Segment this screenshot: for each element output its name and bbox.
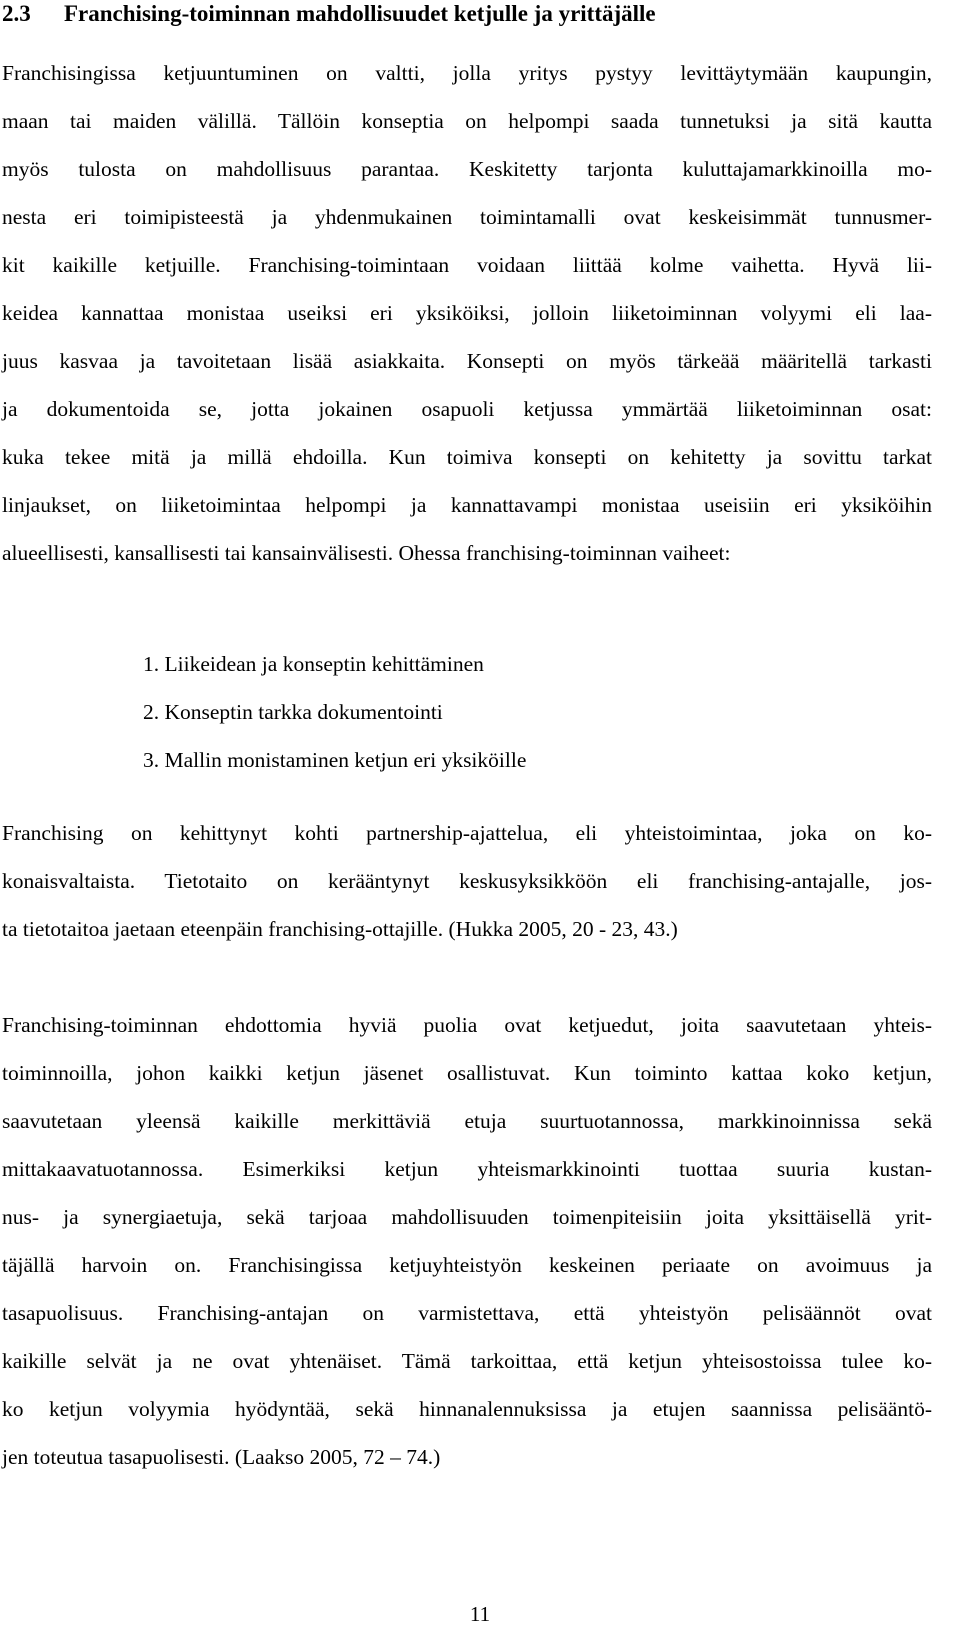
text-line: saavutetaan yleensä kaikille merkittäviä etuja suurtuotannossa, markkinoinnissa sekä <box>2 1109 932 1133</box>
text-line: linjaukset, on liiketoimintaa helpompi ja kannattavampi monistaa useisiin eri yksiköihin <box>2 493 932 517</box>
section-number: 2.3 <box>2 1 31 26</box>
text-line: Franchising-toiminnan ehdottomia hyviä puolia ovat ketjuedut, joita saavutetaan yhteis- <box>2 1013 932 1037</box>
text-line: ta tietotaitoa jaetaan eteenpäin franchising-ottajille. (Hukka 2005, 20 - 23, 43.) <box>2 917 678 941</box>
text-line: ja dokumentoida se, jotta jokainen osapuoli ketjussa ymmärtää liiketoiminnan osat: <box>2 397 932 421</box>
text-line: nesta eri toimipisteestä ja yhdenmukainen toimintamalli ovat keskeisimmät tunnusmer- <box>2 205 932 229</box>
text-line: kit kaikille ketjuille. Franchising-toimintaan voidaan liittää kolme vaihetta. Hyvä lii- <box>2 253 932 277</box>
text-line: täjällä harvoin on. Franchisingissa ketjuyhteistyön keskeinen periaate on avoimuus ja <box>2 1253 932 1277</box>
paragraph-partnership <box>2 809 932 953</box>
text-line: mittakaavatuotannossa. Esimerkiksi ketjun yhteismarkkinointi tuottaa suuria kustan- <box>2 1157 932 1181</box>
text-line: ko ketjun volyymia hyödyntää, sekä hinnanalennuksissa ja etujen saannissa pelisääntö- <box>2 1397 932 1421</box>
text-line: konaisvaltaista. Tietotaito on kerääntynyt keskusyksikköön eli franchising-antajalle, jos- <box>2 869 932 893</box>
text-line: alueellisesti, kansallisesti tai kansainvälisesti. Ohessa franchising-toiminnan vaiheet: <box>2 541 731 565</box>
text-line: toiminnoilla, johon kaikki ketjun jäsenet osallistuvat. Kun toiminto kattaa koko ketjun, <box>2 1061 932 1085</box>
text-line: nus- ja synergiaetuja, sekä tarjoaa mahdollisuuden toimenpiteisiin joita yksittäisellä yrit- <box>2 1205 932 1229</box>
text-line: myös tulosta on mahdollisuus parantaa. Keskitetty tarjonta kuluttajamarkkinoilla mo- <box>2 157 932 181</box>
section-heading <box>2 0 656 28</box>
text-line: maan tai maiden välillä. Tällöin konseptia on helpompi saada tunnetuksi ja sitä kautta <box>2 109 932 133</box>
text-line: kaikille selvät ja ne ovat yhtenäiset. Tämä tarkoittaa, että ketjun yhteisostoissa tulee ko- <box>2 1349 932 1373</box>
text-line: juus kasvaa ja tavoitetaan lisää asiakkaita. Konsepti on myös tärkeää määritellä tarkasti <box>2 349 932 373</box>
list-item: 3. Mallin monistaminen ketjun eri yksiköille <box>143 748 527 772</box>
text-line: jen toteutua tasapuolisesti. (Laakso 2005, 72 – 74.) <box>2 1445 441 1469</box>
list-item: 1. Liikeidean ja konseptin kehittäminen <box>143 652 484 676</box>
phase-list <box>143 640 526 784</box>
paragraph-franchising-chains <box>2 49 932 577</box>
text-line: keidea kannattaa monistaa useiksi eri yksiköiksi, jolloin liiketoiminnan volyymi eli laa- <box>2 301 932 325</box>
paragraph-chain-benefits <box>2 1001 932 1481</box>
text-line: Franchising on kehittynyt kohti partnership-ajattelua, eli yhteistoimintaa, joka on ko- <box>2 821 932 845</box>
text-line: tasapuolisuus. Franchising-antajan on varmistettava, että yhteistyön pelisäännöt ovat <box>2 1301 932 1325</box>
page-number: 11 <box>469 1602 491 1626</box>
text-line: Franchisingissa ketjuuntuminen on valtti, jolla yritys pystyy levittäytymään kaupungin, <box>2 61 932 85</box>
list-item: 2. Konseptin tarkka dokumentointi <box>143 700 443 724</box>
section-title: Franchising-toiminnan mahdollisuudet ketjulle ja yrittäjälle <box>64 1 656 26</box>
text-line: kuka tekee mitä ja millä ehdoilla. Kun toimiva konsepti on kehitetty ja sovittu tarkat <box>2 445 932 469</box>
